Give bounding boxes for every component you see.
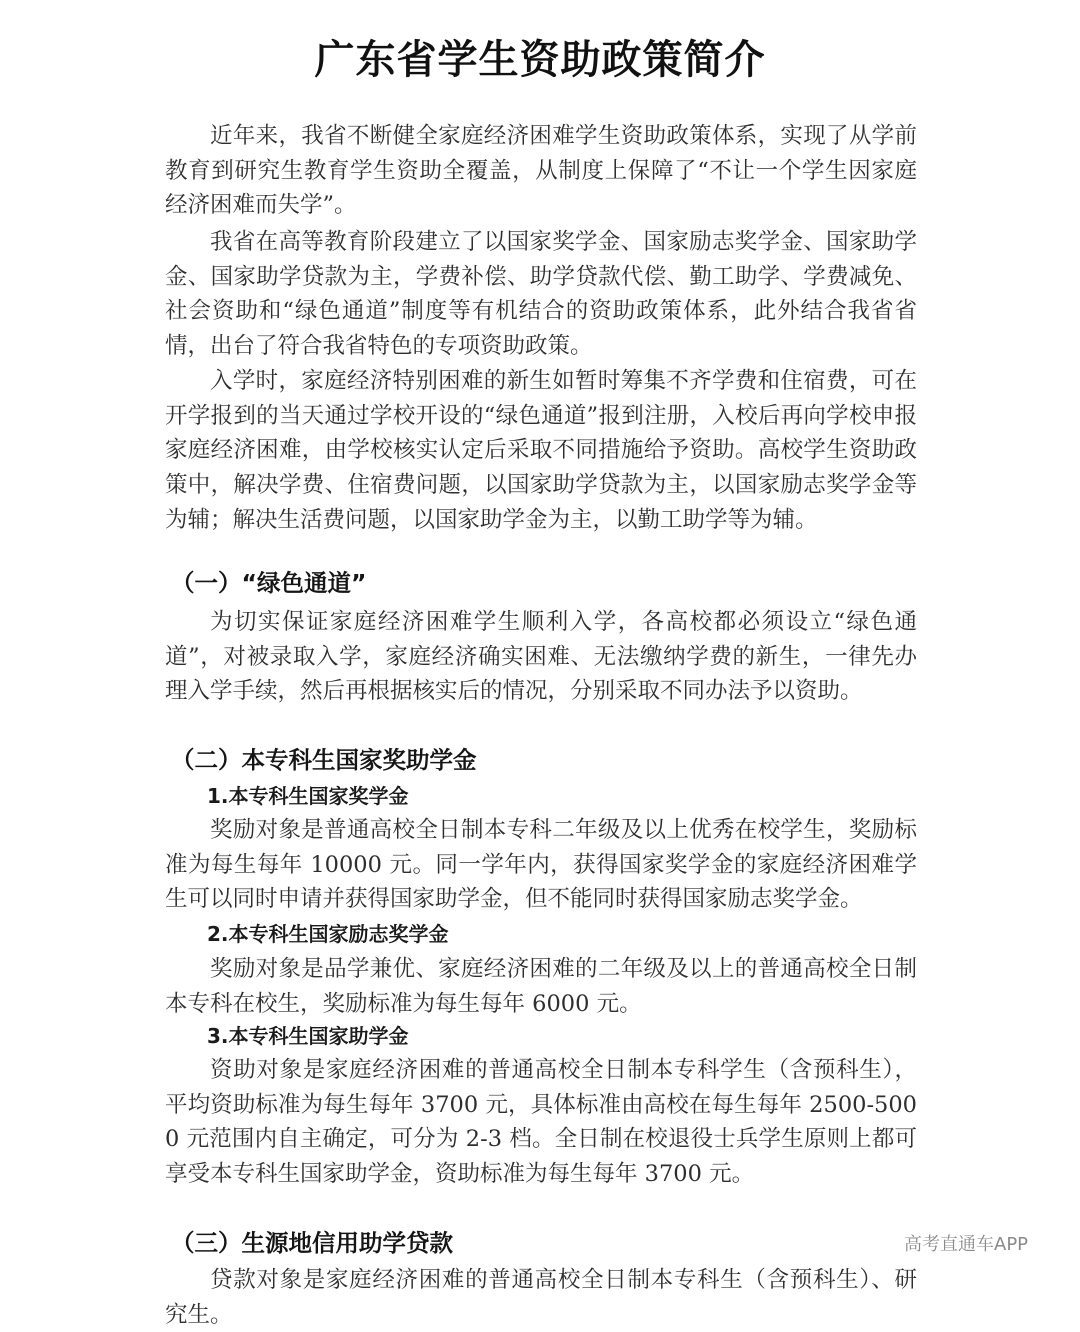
section-heading-national-scholarships: （二）本专科生国家奖助学金 xyxy=(171,746,477,774)
subsection-heading-national-grant: 3.本专科生国家助学金 xyxy=(207,1024,409,1048)
subsection-heading-national-scholarship: 1.本专科生国家奖学金 xyxy=(207,784,409,808)
intro-paragraph-1: 近年来，我省不断健全家庭经济困难学生资助政策体系，实现了从学前教育到研究生教育学生资助全覆盖，从制度上保障了“不让一个学生因家庭经济困难而失学”。 xyxy=(165,123,917,219)
document-title: 广东省学生资助政策简介 xyxy=(314,37,766,83)
national-grant-paragraph: 资助对象是家庭经济困难的普通高校全日制本专科学生（含预科生），平均资助标准为每生每年 3700 元，具体标准由高校在每生每年 2500-5000 元范围内自主确定，可分为 2-3 档。全日制在校退役士兵学生原则上都可享受本专科生国家助学金，资助标准为每生每年 3700 元。 xyxy=(165,1057,917,1188)
subsection-heading-encouragement-scholarship: 2.本专科生国家励志奖学金 xyxy=(207,922,449,946)
national-scholarship-paragraph: 奖励对象是普通高校全日制本专科二年级及以上优秀在校学生，奖励标准为每生每年 10000 元。同一学年内，获得国家奖学金的家庭经济困难学生可以同时申请并获得国家助学金，但不能同时获得国家励志奖学金。 xyxy=(165,817,917,913)
intro-paragraph-2: 我省在高等教育阶段建立了以国家奖学金、国家励志奖学金、国家助学金、国家助学贷款为主，学费补偿、助学贷款代偿、勤工助学、学费减免、社会资助和“绿色通道”制度等有机结合的资助政策体系，此外结合我省省情，出台了符合我省特色的专项资助政策。 xyxy=(165,229,917,360)
green-channel-paragraph: 为切实保证家庭经济困难学生顺利入学，各高校都必须设立“绿色通道”，对被录取入学，家庭经济确实困难、无法缴纳学费的新生，一律先办理入学手续，然后再根据核实后的情况，分别采取不同办法予以资助。 xyxy=(165,609,917,705)
section-heading-student-loan: （三）生源地信用助学贷款 xyxy=(171,1229,453,1257)
intro-paragraph-3: 入学时，家庭经济特别困难的新生如暂时筹集不齐学费和住宿费，可在开学报到的当天通过学校开设的“绿色通道”报到注册，入校后再向学校申报家庭经济困难，由学校核实认定后采取不同措施给予资助。高校学生资助政策中，解决学费、住宿费问题，以国家助学贷款为主，以国家励志奖学金等为辅；解决生活费问题，以国家助学金为主，以勤工助学等为辅。 xyxy=(165,368,917,533)
section-heading-green-channel: （一）“绿色通道” xyxy=(171,569,367,597)
watermark: 高考直通车APP xyxy=(904,1234,1029,1255)
encouragement-scholarship-paragraph: 奖励对象是品学兼优、家庭经济困难的二年级及以上的普通高校全日制本专科在校生，奖励标准为每生每年 6000 元。 xyxy=(165,956,917,1017)
student-loan-paragraph: 贷款对象是家庭经济困难的普通高校全日制本专科生（含预科生）、研究生。 xyxy=(165,1267,917,1328)
